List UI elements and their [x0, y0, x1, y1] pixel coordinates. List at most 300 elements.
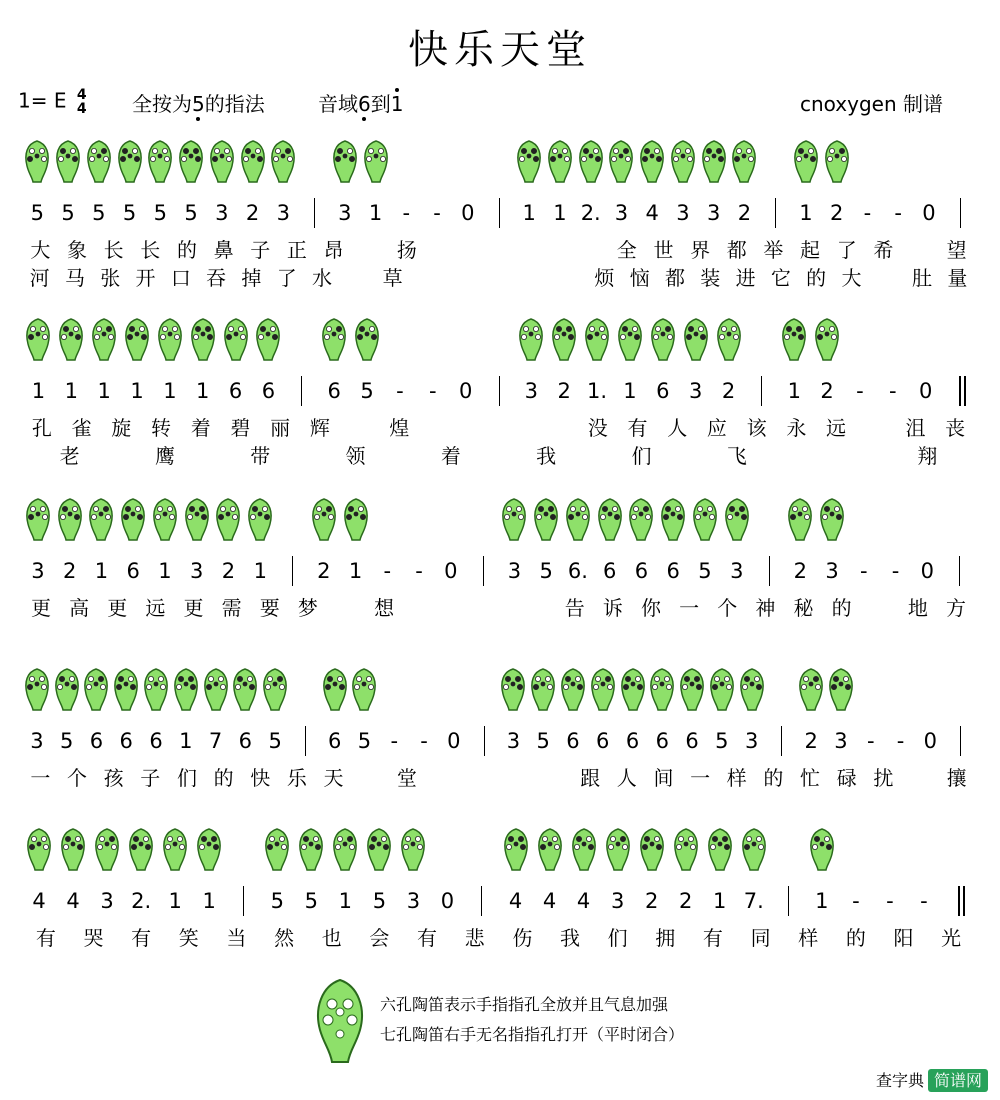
- ocarina-fingering-icon: [738, 668, 766, 716]
- lyric-char: 扰: [873, 766, 894, 790]
- key-signature: [18, 88, 87, 116]
- ocarina-fingering-icon: [499, 668, 527, 716]
- ocarina-fingering-icon: [350, 668, 378, 716]
- jianpu-note: 3: [610, 889, 625, 913]
- jianpu-note: 2: [793, 559, 807, 583]
- lyrics-verse-2: [0, 264, 1000, 294]
- jianpu-note: 1: [623, 379, 637, 403]
- ocarina-fingering-icon: [715, 318, 743, 366]
- jianpu-note: 0: [922, 201, 936, 225]
- ocarina-fingering-icon: [559, 668, 587, 716]
- ocarina-fingering-icon: [365, 828, 393, 876]
- jianpu-note: 6: [149, 729, 163, 753]
- lyric-char: 样: [798, 926, 819, 950]
- jianpu-note: 2.: [131, 889, 152, 913]
- jianpu-note: 5: [372, 889, 387, 913]
- ocarina-fingering-icon: [189, 318, 217, 366]
- ocarina-fingering-icon: [195, 828, 223, 876]
- ocarina-fingering-icon: [25, 828, 53, 876]
- ocarina-fingering-icon: [310, 498, 338, 546]
- barline: [959, 556, 960, 586]
- jianpu-note: 5: [715, 729, 729, 753]
- lyric-char: 的: [831, 596, 852, 620]
- ocarina-fingering-icon: [818, 498, 846, 546]
- fingering-note: 全按为5的指法: [132, 92, 265, 116]
- jianpu-note: 2: [62, 559, 77, 583]
- lyric-char: 子: [250, 238, 271, 262]
- ocarina-fingering-icon: [202, 668, 230, 716]
- jianpu-note: -: [866, 729, 875, 753]
- jianpu-note: 2: [679, 889, 693, 913]
- jianpu-note: 7: [208, 729, 223, 753]
- barline: [481, 886, 482, 916]
- ocarina-fingering-icon: [353, 318, 381, 366]
- barline: [305, 726, 306, 756]
- lyric-char: 有: [702, 926, 723, 950]
- jianpu-note: -: [383, 559, 392, 583]
- lyric-char: 全: [616, 238, 637, 262]
- lyric-char: 领: [345, 444, 366, 468]
- lyric-char: 的: [213, 766, 234, 790]
- barline: [499, 198, 500, 228]
- lyric-char: 辉: [309, 416, 330, 440]
- jianpu-note: 1: [196, 379, 210, 403]
- lyric-char: 更: [183, 596, 204, 620]
- jianpu-note: -: [396, 379, 404, 403]
- lyric-char: 碧: [230, 416, 251, 440]
- lyric-char: 碌: [836, 766, 857, 790]
- lyrics-verse-1: [0, 414, 1000, 444]
- lyric-char: 正: [286, 238, 307, 262]
- barline: [781, 726, 782, 756]
- ocarina-fingering-icon: [59, 828, 87, 876]
- lyric-char: 张: [100, 266, 121, 290]
- jianpu-note: 6: [656, 379, 670, 403]
- ocarina-fingering-icon: [583, 318, 611, 366]
- jianpu-note: 3: [688, 379, 703, 403]
- lyric-char: 大: [841, 266, 862, 290]
- lyric-char: 水: [312, 266, 333, 290]
- lyric-char: 孩: [103, 766, 124, 790]
- lyric-char: 起: [800, 238, 821, 262]
- ocarina-fingering-icon: [708, 668, 736, 716]
- jianpu-note: 6: [327, 379, 341, 403]
- jianpu-note: 1: [202, 889, 216, 913]
- lyric-char: 神: [755, 596, 776, 620]
- lyric-char: 悲: [464, 926, 485, 950]
- jianpu-note: -: [420, 729, 428, 753]
- jianpu-note: -: [390, 729, 399, 753]
- jianpu-note: 0: [440, 889, 455, 913]
- lyric-char: 世: [653, 238, 674, 262]
- jianpu-note: 4: [576, 889, 591, 913]
- jianpu-note: 3: [100, 889, 114, 913]
- jianpu-note: 1: [168, 889, 182, 913]
- song-title: 快乐天堂: [408, 27, 592, 73]
- ocarina-fingering-icon: [827, 668, 855, 716]
- ocarina-fingering-icon: [90, 318, 118, 366]
- jianpu-note: -: [920, 889, 928, 913]
- ocarina-fingering-icon: [254, 318, 282, 366]
- jianpu-note: 3: [507, 559, 522, 583]
- jianpu-note: 7.: [743, 889, 764, 913]
- lyric-char: 有: [417, 926, 438, 950]
- jianpu-note: 1: [94, 559, 109, 583]
- jianpu-note: 1: [522, 201, 536, 225]
- ocarina-fingering-icon: [82, 668, 110, 716]
- ocarina-fingering-icon: [146, 140, 174, 188]
- lyric-char: 丽: [270, 416, 291, 440]
- barline: [499, 376, 500, 406]
- ocarina-fingering-icon: [57, 318, 85, 366]
- lyric-char: 雀: [71, 416, 92, 440]
- lyric-char: 样: [726, 766, 747, 790]
- ocarina-fingering-icon: [177, 140, 205, 188]
- ocarina-fingering-icon: [23, 140, 51, 188]
- lyric-char: 一: [690, 766, 711, 790]
- jianpu-note: 5: [360, 379, 374, 403]
- lyric-char: 远: [826, 416, 847, 440]
- lyric-char: 天: [323, 766, 344, 790]
- key-label: 1= E: [18, 88, 67, 113]
- ocarina-fingering-icon: [222, 318, 250, 366]
- ocarina-fingering-icon: [24, 498, 52, 546]
- ocarina-fingering-icon: [239, 140, 267, 188]
- jianpu-note: 2: [820, 379, 834, 403]
- ocarina-fingering-icon: [331, 140, 359, 188]
- ocarina-fingering-icon: [231, 668, 259, 716]
- ocarina-fingering-icon: [786, 498, 814, 546]
- ocarina-fingering-icon: [691, 498, 719, 546]
- jianpu-note: 5: [61, 201, 75, 225]
- ocarina-fingering-icon: [263, 828, 291, 876]
- ocarina-fingering-icon: [700, 140, 728, 188]
- jianpu-note: 2: [644, 889, 659, 913]
- lyrics-verse-1: [0, 924, 1000, 954]
- lyric-char: 吞: [206, 266, 227, 290]
- lyric-char: 掉: [241, 266, 262, 290]
- lyric-char: 需: [221, 596, 242, 620]
- lyric-char: 哭: [83, 926, 104, 950]
- lyric-char: 煌: [389, 416, 410, 440]
- jianpu-note: 1: [338, 889, 353, 913]
- lyric-char: 转: [150, 416, 171, 440]
- lyric-char: 当: [226, 926, 247, 950]
- jianpu-note: 1: [348, 559, 363, 583]
- notes-row: [0, 198, 1000, 228]
- lyric-char: 的: [176, 238, 197, 262]
- ocarina-fingering-icon: [93, 828, 121, 876]
- jianpu-note: 4: [66, 889, 80, 913]
- jianpu-note: 2: [804, 729, 818, 753]
- ocarina-fingering-icon: [119, 498, 147, 546]
- lyric-char: 有: [131, 926, 152, 950]
- jianpu-note: 2: [221, 559, 236, 583]
- lyric-char: 的: [845, 926, 866, 950]
- lyric-char: 忙: [800, 766, 821, 790]
- lyric-char: 有: [35, 926, 56, 950]
- jianpu-note: 1: [64, 379, 78, 403]
- ocarina-fingering-icon: [570, 828, 598, 876]
- lyric-char: 翔: [917, 444, 938, 468]
- lyric-char: 子: [140, 766, 161, 790]
- ocarina-fingering-icon: [596, 498, 624, 546]
- jianpu-note: 3: [190, 559, 204, 583]
- jianpu-note: 3: [614, 201, 629, 225]
- jianpu-note: 5: [184, 201, 198, 225]
- lyric-char: 间: [653, 766, 674, 790]
- lyric-char: 肚: [912, 266, 933, 290]
- jianpu-note: 4: [508, 889, 523, 913]
- ocarina-fingering-icon: [362, 140, 390, 188]
- lyric-char: 了: [276, 266, 297, 290]
- lyric-char: 该: [746, 416, 767, 440]
- ocarina-fingering-icon: [151, 498, 179, 546]
- lyric-char: 个: [66, 766, 87, 790]
- jianpu-note: -: [860, 559, 868, 583]
- barline: [769, 556, 770, 586]
- ocarina-fingering-icon: [342, 498, 370, 546]
- lyric-char: 量: [947, 266, 968, 290]
- lyric-char: 象: [66, 238, 87, 262]
- barline: [960, 198, 961, 228]
- ocarina-fingering-icon: [56, 498, 84, 546]
- lyric-char: 伤: [512, 926, 533, 950]
- jianpu-note: 5: [536, 729, 550, 753]
- lyric-char: 进: [735, 266, 756, 290]
- jianpu-note: -: [852, 889, 860, 913]
- lyric-char: 会: [369, 926, 390, 950]
- ocarina-fingering-icon: [127, 828, 155, 876]
- ocarina-fingering-icon: [730, 140, 758, 188]
- lyric-char: 然: [274, 926, 295, 950]
- jianpu-note: 1: [799, 201, 813, 225]
- ocarina-fingering-icon: [24, 318, 52, 366]
- lyrics-verse-1: [0, 764, 1000, 794]
- legend-line-2: 七孔陶笛右手无名指指孔打开（平时闭合）: [380, 1025, 685, 1044]
- jianpu-note: -: [891, 559, 900, 583]
- lyric-char: 的: [806, 266, 827, 290]
- lyric-char: 希: [873, 238, 894, 262]
- lyric-char: 开: [135, 266, 156, 290]
- jianpu-note: 3: [825, 559, 839, 583]
- lyrics-verse-1: [0, 236, 1000, 266]
- ocarina-fingering-icon: [792, 140, 820, 188]
- lyric-char: 们: [176, 766, 197, 790]
- ocarina-fingering-icon: [85, 140, 113, 188]
- lyric-char: 昂: [323, 238, 344, 262]
- notes-row: [0, 886, 1000, 916]
- lyric-char: 口: [170, 266, 191, 290]
- barline: [243, 886, 244, 916]
- ocarina-fingering-icon: [797, 668, 825, 716]
- ocarina-fingering-icon: [823, 140, 851, 188]
- barline: [960, 726, 961, 756]
- ocarina-fingering-icon: [532, 498, 560, 546]
- ocarina-fingering-icon: [589, 668, 617, 716]
- lyric-char: 举: [763, 238, 784, 262]
- lyric-char: 人: [616, 766, 637, 790]
- ocarina-fingering-icon: [116, 140, 144, 188]
- lyric-char: 人: [667, 416, 688, 440]
- ocarina-fingering-icon: [536, 828, 564, 876]
- jianpu-note: 6: [119, 729, 133, 753]
- lyric-char: 们: [607, 926, 628, 950]
- jianpu-note: 0: [919, 379, 933, 403]
- lyric-char: 我: [559, 926, 580, 950]
- lyrics-verse-1: [0, 594, 1000, 624]
- ocarina-fingering-icon: [678, 668, 706, 716]
- lyric-char: 它: [770, 266, 791, 290]
- lyric-char: 阳: [893, 926, 914, 950]
- jianpu-note: 6: [685, 729, 699, 753]
- notes-row: [0, 556, 1000, 586]
- lyric-char: 笑: [178, 926, 199, 950]
- jianpu-note: 5: [270, 889, 284, 913]
- jianpu-note: 2: [721, 379, 736, 403]
- ocarina-fingering-icon: [321, 668, 349, 716]
- ocarina-fingering-icon: [627, 498, 655, 546]
- lyric-char: 马: [64, 266, 85, 290]
- jianpu-note: 6: [602, 559, 617, 583]
- lyric-char: 都: [726, 238, 747, 262]
- barline: [484, 726, 485, 756]
- jianpu-note: 4: [645, 201, 659, 225]
- jianpu-note: 5: [357, 729, 372, 753]
- lyric-char: 你: [640, 596, 661, 620]
- ocarina-fingering-icon: [399, 828, 427, 876]
- lyric-char: 长: [140, 238, 161, 262]
- ocarina-fingering-icon: [616, 318, 644, 366]
- lyric-char: 我: [536, 444, 557, 468]
- ocarina-fingering-icon: [183, 498, 211, 546]
- lyric-char: 大: [30, 238, 51, 262]
- lyric-char: 望: [946, 238, 967, 262]
- jianpu-note: 3: [215, 201, 229, 225]
- ocarina-fingering-icon: [638, 828, 666, 876]
- jianpu-note: 5: [59, 729, 74, 753]
- ocarina-fingering-icon: [577, 140, 605, 188]
- jianpu-note: 6: [238, 729, 253, 753]
- lyric-char: 着: [440, 444, 461, 468]
- jianpu-note: 2.: [580, 201, 601, 225]
- barline: [292, 556, 293, 586]
- lyric-char: 鹰: [154, 444, 175, 468]
- ocarina-fingering-icon: [156, 318, 184, 366]
- ocarina-fingering-icon: [648, 668, 676, 716]
- jianpu-note: -: [856, 379, 864, 403]
- jianpu-note: 1: [130, 379, 144, 403]
- jianpu-note: 3: [676, 201, 690, 225]
- ocarina-fingering-icon: [723, 498, 751, 546]
- lyric-char: 有: [627, 416, 648, 440]
- lyric-char: 攘: [946, 766, 967, 790]
- jianpu-note: 4: [542, 889, 557, 913]
- lyric-char: 方: [945, 596, 966, 620]
- ocarina-fingering-icon: [808, 828, 836, 876]
- lyric-char: 草: [382, 266, 403, 290]
- jianpu-note: 6: [566, 729, 580, 753]
- jianpu-note: 0: [444, 559, 458, 583]
- jianpu-note: 1: [31, 379, 46, 403]
- lyric-char: 长: [103, 238, 124, 262]
- ocarina-fingering-icon: [87, 498, 115, 546]
- jianpu-note: 1: [179, 729, 193, 753]
- lyric-char: 一: [679, 596, 700, 620]
- ocarina-fingering-icon: [607, 140, 635, 188]
- jianpu-note: -: [863, 201, 872, 225]
- jianpu-note: 5: [92, 201, 106, 225]
- lyric-char: 也: [321, 926, 342, 950]
- lyric-char: 更: [107, 596, 128, 620]
- repeat-end-barline: [958, 886, 960, 916]
- ocarina-fingering-icon: [672, 828, 700, 876]
- lyric-char: 鼻: [213, 238, 234, 262]
- lyric-char: 带: [250, 444, 271, 468]
- jianpu-note: -: [896, 729, 905, 753]
- jianpu-note: 3: [406, 889, 421, 913]
- jianpu-note: 3: [834, 729, 848, 753]
- repeat-end-barline: [959, 376, 961, 406]
- site-logo: 查字典 简谱网: [876, 1068, 988, 1091]
- jianpu-note: 1: [553, 201, 567, 225]
- lyric-char: 丧: [945, 416, 966, 440]
- jianpu-note: -: [402, 201, 411, 225]
- author-credit: cnoxygen 制谱: [800, 92, 943, 116]
- lyric-char: 孔: [31, 416, 52, 440]
- time-signature: 4 4: [76, 87, 87, 117]
- ocarina-fingering-icon: [112, 668, 140, 716]
- lyric-char: 旋: [111, 416, 132, 440]
- jianpu-note: 2: [557, 379, 571, 403]
- jianpu-note: 1: [253, 559, 267, 583]
- lyric-char: 装: [700, 266, 721, 290]
- jianpu-note: 3: [744, 729, 759, 753]
- jianpu-note: 3: [730, 559, 744, 583]
- jianpu-note: 1: [713, 889, 727, 913]
- ocarina-fingering-icon: [604, 828, 632, 876]
- lyric-char: 诉: [602, 596, 623, 620]
- jianpu-note: 5: [153, 201, 168, 225]
- jianpu-note: 1: [163, 379, 177, 403]
- jianpu-note: 4: [32, 889, 46, 913]
- jianpu-note: -: [889, 379, 897, 403]
- ocarina-fingering-icon: [669, 140, 697, 188]
- ocarina-fingering-icon: [619, 668, 647, 716]
- barline: [314, 198, 315, 228]
- ocarina-fingering-icon: [564, 498, 592, 546]
- jianpu-note: -: [415, 559, 423, 583]
- lyric-char: 沮: [905, 416, 926, 440]
- notes-row: [0, 376, 1000, 406]
- ocarina-fingering-icon: [813, 318, 841, 366]
- lyric-char: 烦: [594, 266, 615, 290]
- jianpu-note: 5: [304, 889, 318, 913]
- ocarina-fingering-icon: [161, 828, 189, 876]
- ocarina-fingering-icon: [740, 828, 768, 876]
- ocarina-fingering-icon: [682, 318, 710, 366]
- legend-line-1: 六孔陶笛表示手指指孔全放并且气息加强: [380, 995, 669, 1014]
- ocarina-fingering-icon: [649, 318, 677, 366]
- ocarina-fingering-icon: [23, 668, 51, 716]
- jianpu-note: 1: [815, 889, 829, 913]
- lyric-char: 想: [374, 596, 395, 620]
- lyric-char: 告: [564, 596, 585, 620]
- ocarina-fingering-icon: [208, 140, 236, 188]
- jianpu-note: 6: [634, 559, 649, 583]
- jianpu-note: 6: [666, 559, 680, 583]
- lyrics-verse-2: [0, 442, 1000, 472]
